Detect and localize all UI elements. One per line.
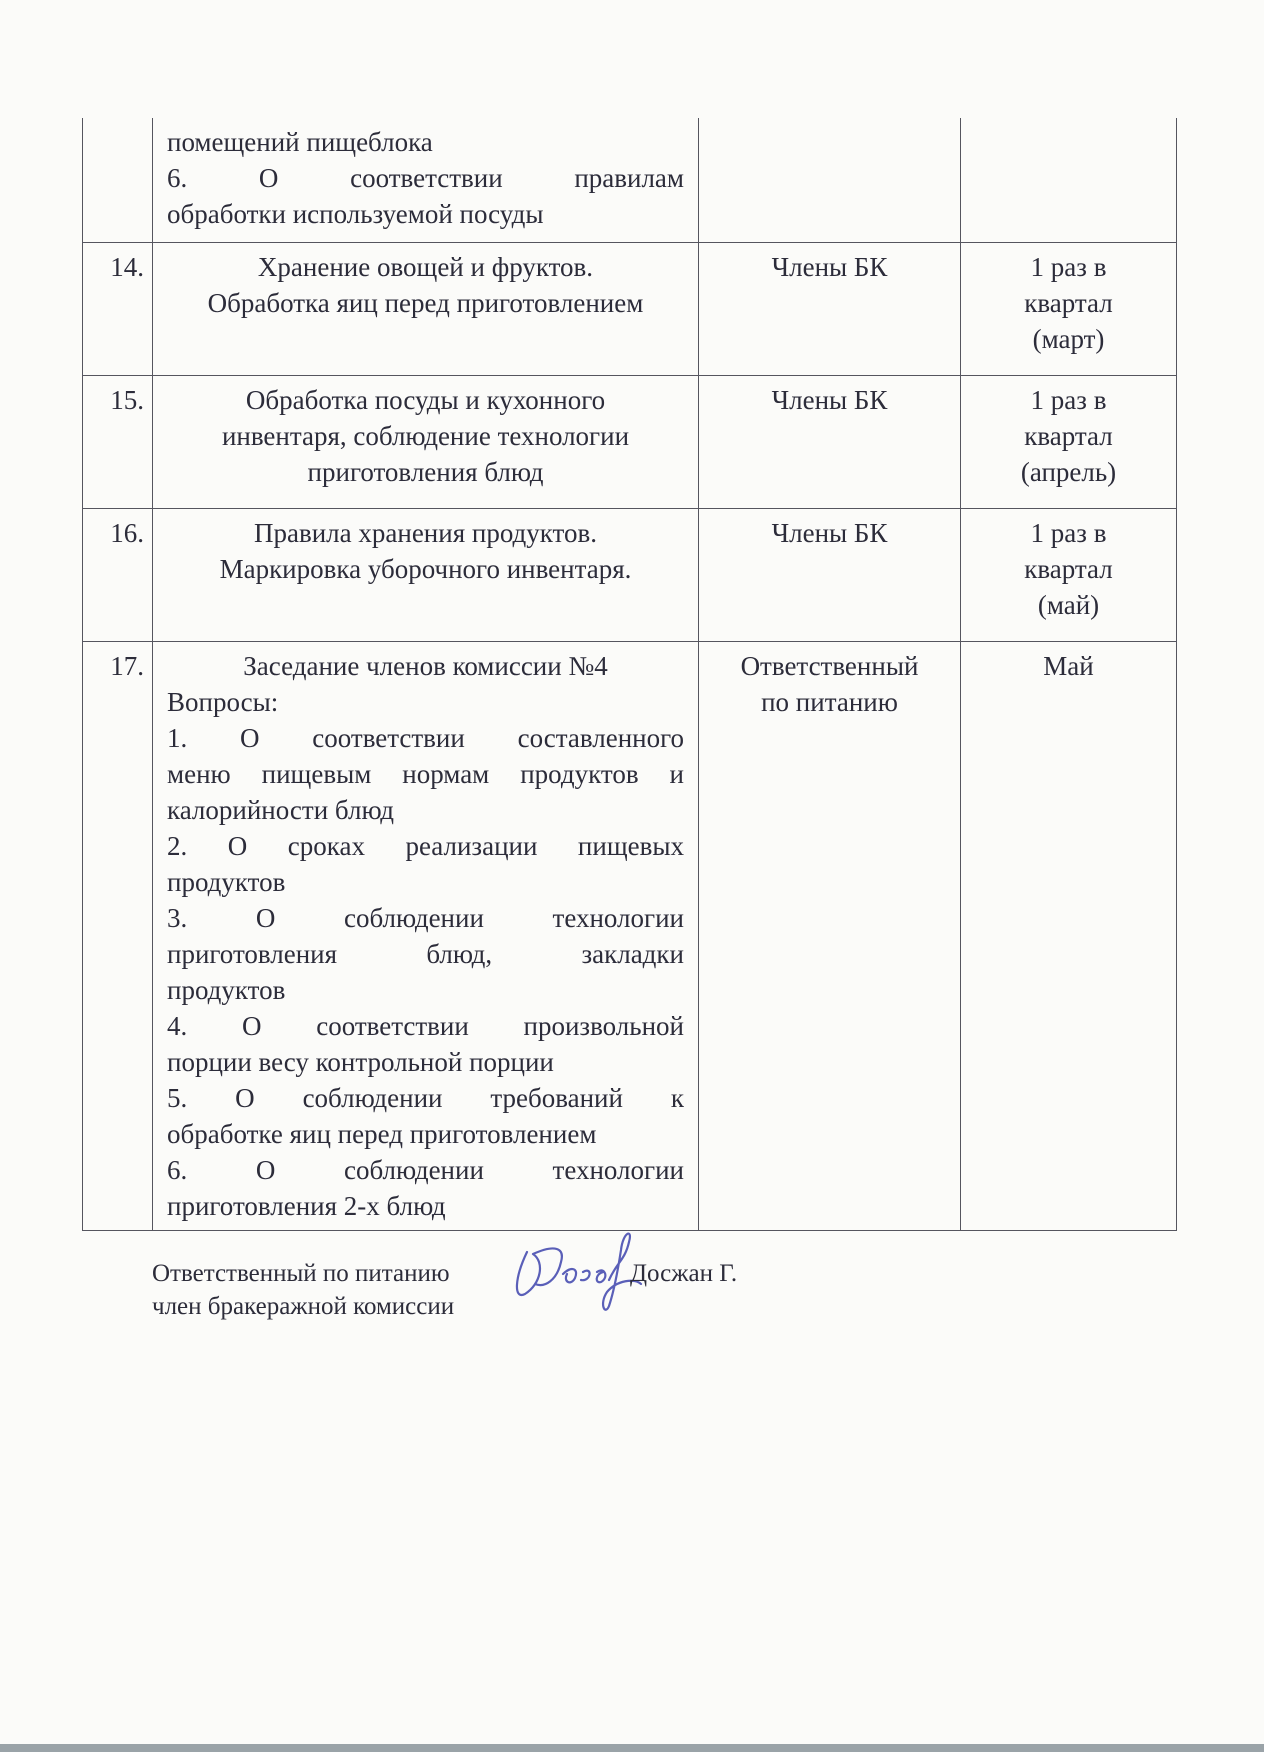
topic-cell	[153, 375, 699, 508]
plan-table-body	[83, 118, 1177, 1230]
period-line: (май)	[1037, 589, 1100, 620]
topic-line: Хранение овощей и фруктов.	[257, 251, 594, 282]
topic-line: 5. О соблюдении требований к	[167, 1082, 684, 1113]
topic-line: Заседание членов комиссии №4	[243, 650, 608, 681]
topic-line: Маркировка уборочного инвентаря.	[219, 553, 632, 584]
period-line: 1 раз в	[1030, 517, 1107, 548]
period-cell	[961, 641, 1177, 1230]
row-number: 16.	[83, 508, 153, 641]
period-line: квартал	[1024, 553, 1113, 584]
topic-line: 6. О соблюдении технологии	[167, 1154, 684, 1185]
period-cell	[961, 508, 1177, 641]
table-row	[83, 508, 1177, 641]
period-line: Май	[1043, 650, 1094, 681]
table-row	[83, 242, 1177, 375]
table-row	[83, 375, 1177, 508]
topic-line: Правила хранения продуктов.	[254, 517, 597, 548]
signature-block	[152, 1257, 852, 1323]
table-row	[83, 118, 1177, 242]
period-line: (апрель)	[1020, 456, 1117, 487]
table-row	[83, 641, 1177, 1230]
period-line: квартал	[1024, 287, 1113, 318]
topic-line: Вопросы:	[167, 686, 279, 717]
topic-line: помещений пищеблока	[167, 127, 433, 157]
responsible-line: по питанию	[761, 686, 898, 717]
responsible-cell	[699, 375, 961, 508]
row-number: 14.	[83, 242, 153, 375]
responsible-title: Ответственный по питанию	[152, 1260, 450, 1287]
signatory-name: Досжан Г.	[630, 1260, 738, 1287]
topic-cell	[153, 641, 699, 1230]
topic-line: калорийности блюд	[167, 794, 394, 825]
period-cell	[961, 118, 1177, 242]
signatory-role: член бракеражной комиссии	[152, 1293, 455, 1320]
topic-line: порции весу контрольной порции	[167, 1046, 554, 1077]
responsible-cell	[699, 118, 961, 242]
topic-line: обработки используемой посуды	[167, 199, 544, 229]
topic-line: обработке яиц перед приготовлением	[167, 1118, 597, 1149]
topic-cell	[153, 242, 699, 375]
responsible-line: Члены БК	[771, 251, 888, 282]
topic-line: Обработка посуды и кухонного	[245, 384, 606, 415]
topic-line: приготовления 2-х блюд	[167, 1190, 446, 1221]
topic-line: приготовления блюд, закладки	[167, 938, 684, 969]
scan-bottom-edge	[0, 1744, 1264, 1752]
topic-line: продуктов	[167, 866, 286, 897]
responsible-cell	[699, 508, 961, 641]
topic-line: 1. О соответствии составленного	[167, 722, 684, 753]
responsible-cell	[699, 242, 961, 375]
topic-line: меню пищевым нормам продуктов и	[167, 758, 684, 789]
topic-cell	[153, 508, 699, 641]
row-number	[83, 118, 153, 242]
period-cell	[961, 375, 1177, 508]
responsible-line: Члены БК	[771, 517, 888, 548]
topic-line: 2. О сроках реализации пищевых	[167, 830, 684, 861]
row-number: 15.	[83, 375, 153, 508]
row-number: 17.	[83, 641, 153, 1230]
topic-line: Обработка яиц перед приготовлением	[207, 287, 644, 318]
topic-cell	[153, 118, 699, 242]
topic-line: 6. О соответствии правилам	[167, 163, 684, 193]
plan-table	[82, 118, 1177, 1231]
responsible-cell	[699, 641, 961, 1230]
responsible-line: Ответственный	[740, 650, 919, 681]
period-line: 1 раз в	[1030, 251, 1107, 282]
topic-line: 3. О соблюдении технологии	[167, 902, 684, 933]
topic-line: продуктов	[167, 974, 286, 1005]
responsible-line: Члены БК	[771, 384, 888, 415]
topic-line: 4. О соответствии произвольной	[167, 1010, 684, 1041]
period-cell	[961, 242, 1177, 375]
period-line: (март)	[1032, 323, 1105, 354]
period-line: 1 раз в	[1030, 384, 1107, 415]
topic-line: инвентаря, соблюдение технологии	[221, 420, 630, 451]
topic-line: приготовления блюд	[307, 456, 544, 487]
period-line: квартал	[1024, 420, 1113, 451]
